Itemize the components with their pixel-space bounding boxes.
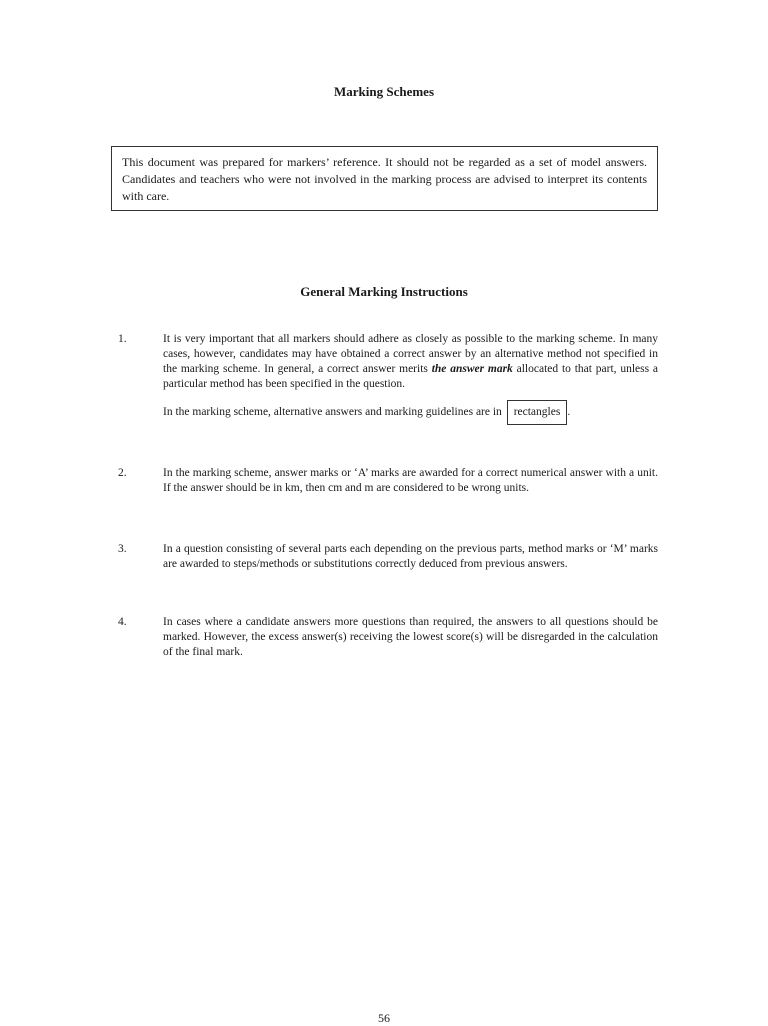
instruction-1	[118, 332, 658, 425]
answer-mark-emphasis: the answer mark	[431, 363, 513, 375]
rectangles-example-box: rectangles	[507, 400, 568, 425]
disclaimer-box: This document was prepared for markers’ reference. It should not be regarded as a set of model answers. Candidates and teachers who were not involved in the marking process are advised to interpret its contents with care.	[111, 146, 658, 211]
instruction-4	[118, 615, 658, 660]
page-number: 56	[378, 1011, 390, 1025]
instruction-body	[163, 542, 658, 572]
instruction-2	[118, 466, 658, 496]
instruction-paragraph	[163, 332, 658, 392]
instruction-text: In cases where a candidate answers more questions than required, the answers to all questions should be marked. However, the excess answer(s) receiving the lowest score(s) will be disregarded in the calculation of the final mark.	[163, 616, 658, 658]
instruction-number: 3.	[118, 543, 127, 555]
instruction-text-continued: allocated to that part, unless a particular method has been specified in the question.	[163, 363, 658, 390]
instruction-body	[163, 332, 658, 425]
instruction-text: In a question consisting of several parts each depending on the previous parts, method marks or ‘M’ marks are awarded to steps/methods or substitutions correctly deduced from previous answers.	[163, 543, 658, 570]
page-title: Marking Schemes	[333, 84, 435, 99]
section-title: General Marking Instructions	[300, 284, 468, 299]
instruction-body	[163, 466, 658, 496]
instruction-number: 1.	[118, 333, 127, 345]
instruction-note	[163, 400, 658, 425]
instruction-number: 4.	[118, 616, 127, 628]
instruction-number: 2.	[118, 467, 127, 479]
instruction-text: In the marking scheme, answer marks or ‘A’ marks are awarded for a correct numerical answer with a unit. If the answer should be in km, then cm and m are considered to be wrong units.	[163, 467, 658, 494]
note-text: In the marking scheme, alternative answers and marking guidelines are in	[163, 406, 502, 418]
note-end: .	[567, 406, 571, 418]
instruction-text: It is very important that all markers should adhere as closely as possible to the marking scheme. In many cases, however, candidates may have obtained a correct answer by an alternative method not specified in the marking scheme. In general, a correct answer merits	[163, 333, 658, 375]
instruction-3	[118, 542, 658, 572]
instruction-body	[163, 615, 658, 660]
